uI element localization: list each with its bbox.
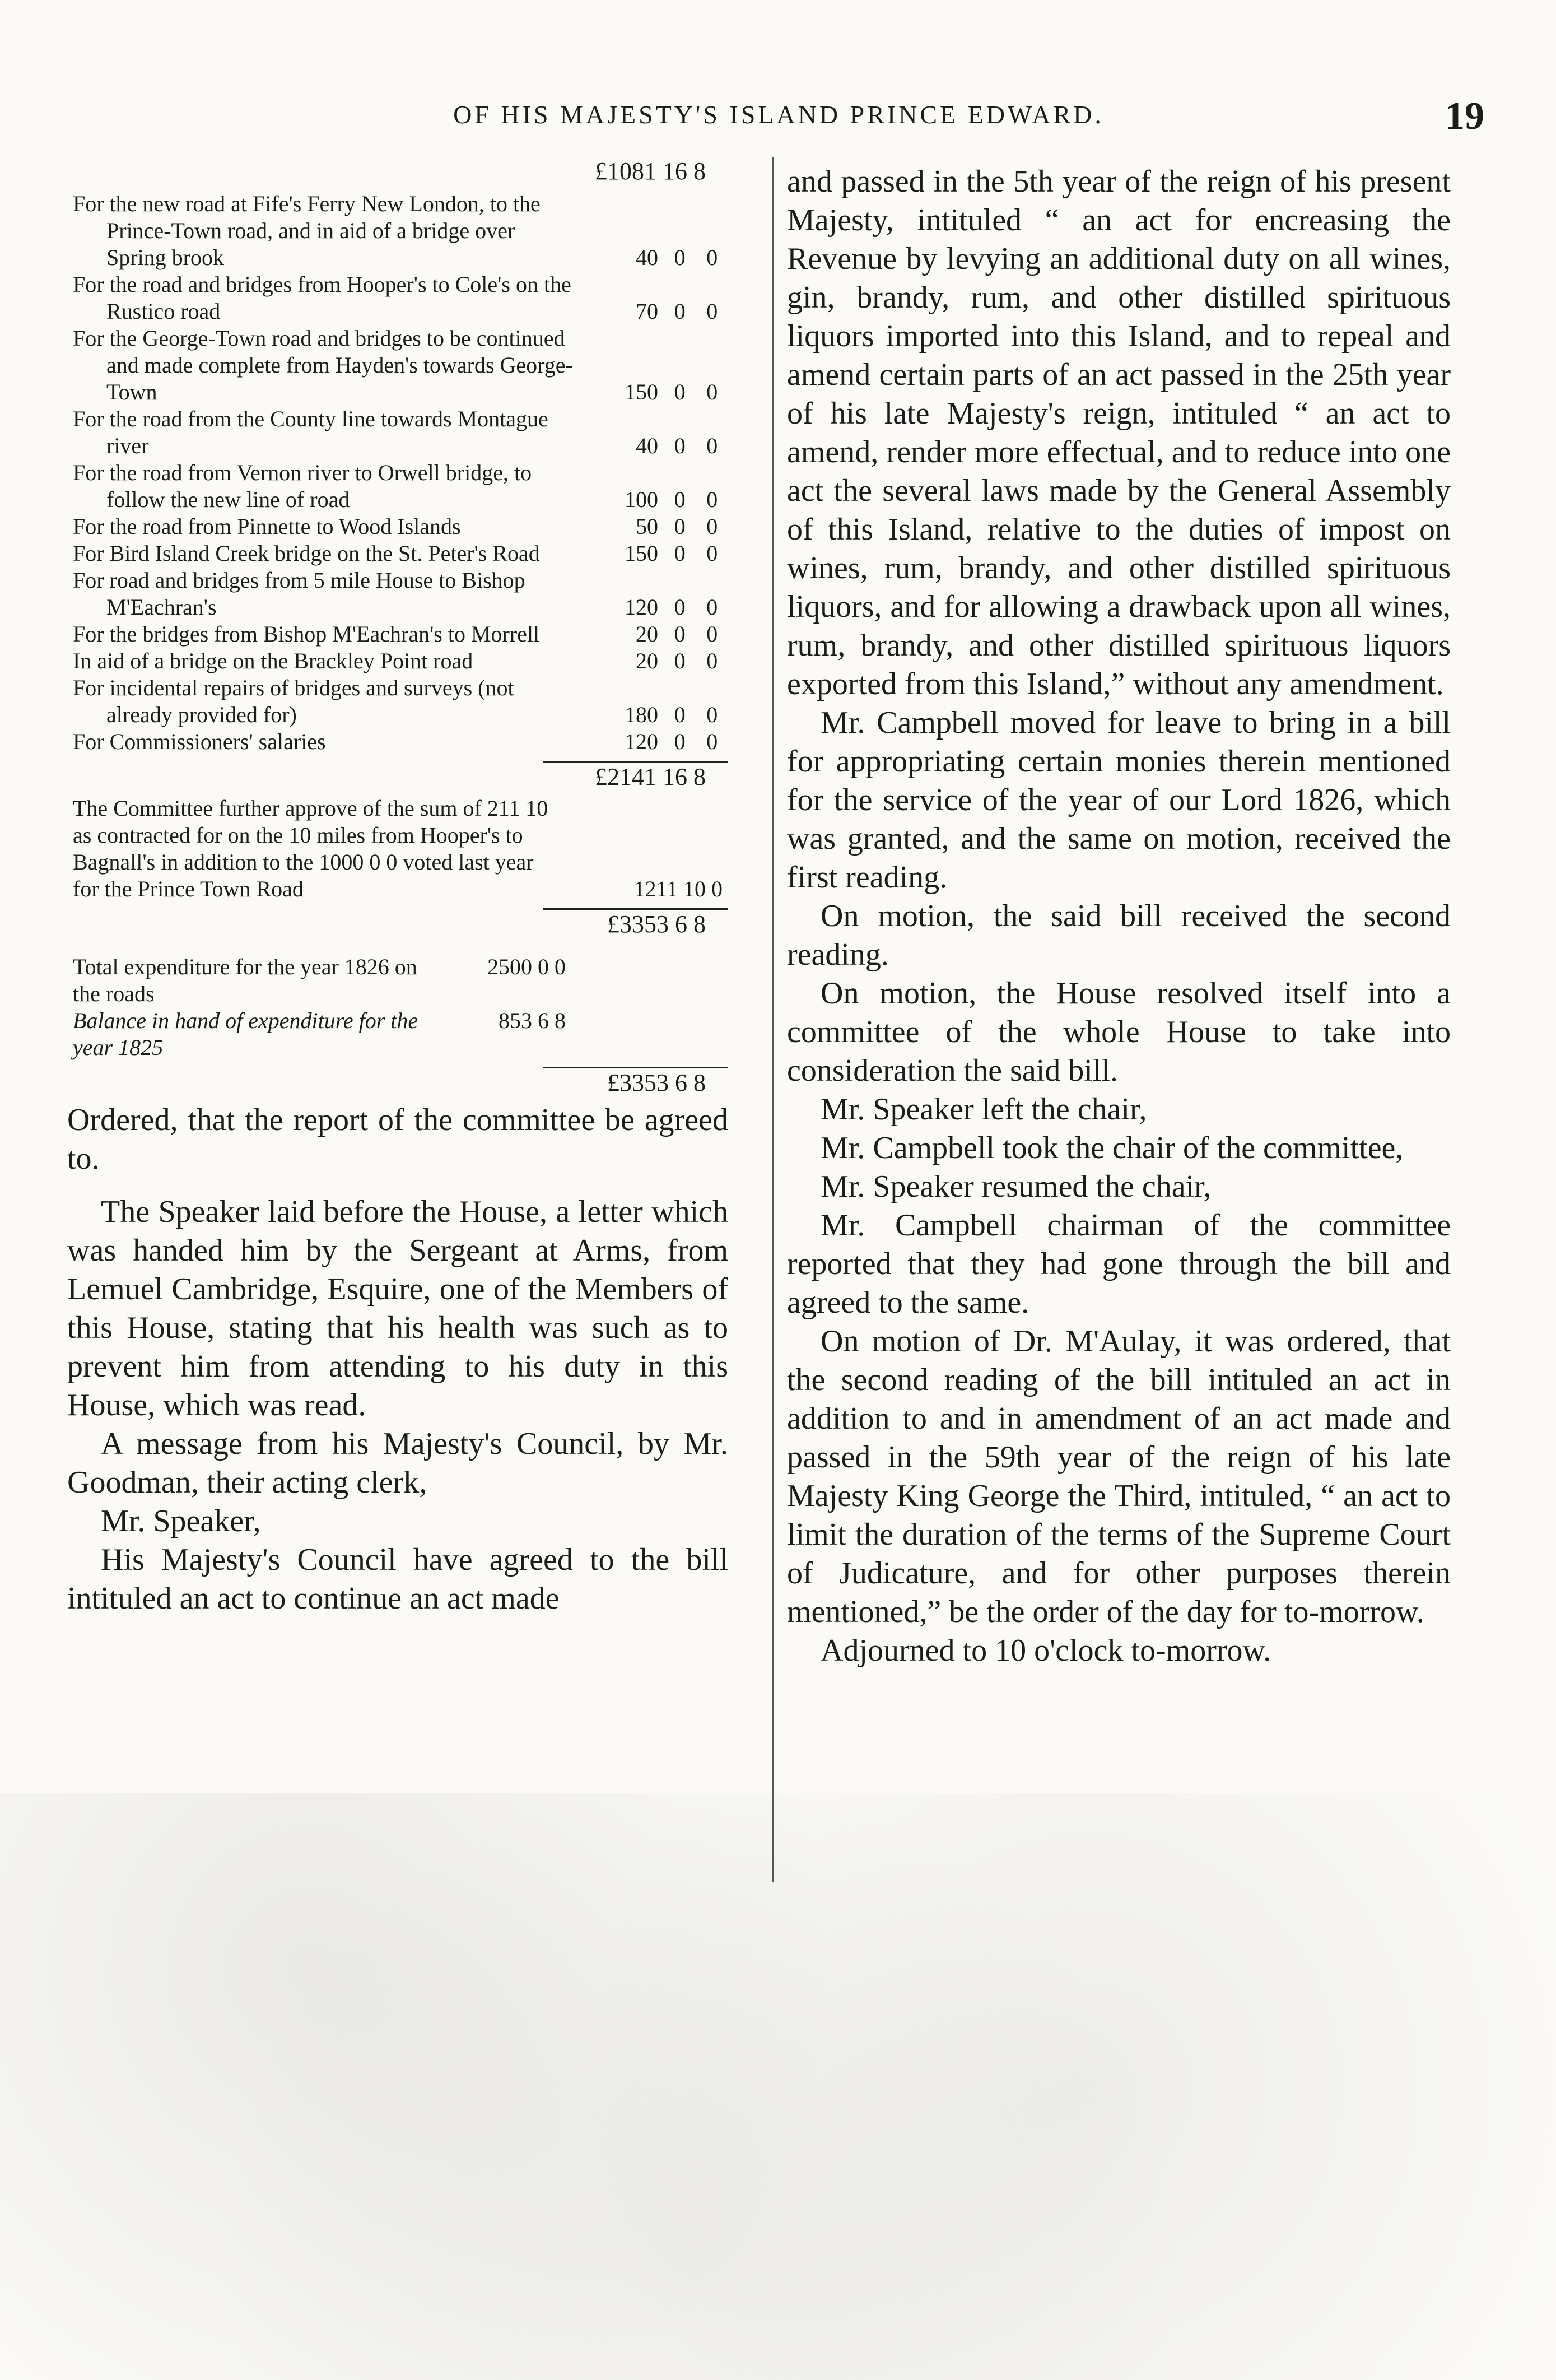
scan-noise [0, 1793, 1556, 2380]
approval-amount: 1211 10 0 [633, 876, 723, 901]
ledger-row [67, 513, 728, 540]
ledger-item-shillings: 0 [674, 245, 686, 270]
right-paragraph: Mr. Campbell took the chair of the committee, [821, 1131, 1404, 1165]
ledger-item-shillings: 0 [674, 648, 686, 673]
ledger-item-description: For road and bridges from 5 mile House to Bishop M'Eachran's [73, 568, 525, 620]
right-paragraph: Mr. Speaker left the chair, [821, 1092, 1147, 1127]
ledger-item-pounds: 150 [625, 379, 659, 405]
ledger-item-pounds: 20 [636, 621, 659, 647]
ledger-item-pounds: 70 [636, 299, 659, 324]
ledger-item-pence: 0 [706, 702, 718, 727]
ledger-item-pounds: 120 [625, 594, 659, 620]
ledger-item-pence: 0 [706, 648, 718, 673]
ledger-item-pounds: 180 [625, 702, 659, 727]
column-divider [772, 157, 774, 1882]
ledger-item-shillings: 0 [674, 433, 686, 458]
ledger-row [67, 567, 728, 621]
left-paragraph: Mr. Speaker, [101, 1504, 261, 1538]
ledger-item-description: For the new road at Fife's Ferry New London, to the Prince-Town road, and in aid of a bridge over Spring brook [73, 191, 541, 270]
road-appropriations-table [67, 190, 728, 755]
ledger-row [67, 675, 728, 728]
right-paragraph: On motion, the House resolved itself into a committee of the whole House to take into consideration the said bill. [787, 976, 1451, 1088]
subtotal: £2141 16 8 [595, 763, 706, 791]
ledger-item-pence: 0 [706, 245, 718, 270]
ledger-row [67, 459, 728, 513]
ledger-row [67, 190, 728, 271]
right-paragraph: On motion, the said bill received the second reading. [787, 899, 1451, 972]
approval-text: The Committee further approve of the sum of 211 10 as contracted for on the 10 miles from Hooper's to Bagnall's in addition to the 1000 0 0 voted last year for the Prince Town Road [73, 796, 548, 901]
right-paragraph: On motion of Dr. M'Aulay, it was ordered, that the second reading of the bill intituled an act in addition to and in amendment of an act made and passed in the 59th year of the reign of his late Majesty King George the Third, intituled, “ an act to limit the duration of the terms of the Supreme Court of Judicature, and for other purposes therein mentioned,” be the order of the day for to-morrow. [787, 1324, 1451, 1629]
ledger-item-shillings: 0 [674, 729, 686, 754]
carried-forward: £1081 16 8 [595, 157, 706, 185]
totals-block [67, 954, 728, 1061]
right-paragraph: Adjourned to 10 o'clock to-morrow. [821, 1633, 1271, 1668]
total-expenditure-label: Total expenditure for the year 1826 on the roads [73, 954, 417, 1006]
ledger-row [67, 648, 728, 675]
ledger-row [67, 540, 728, 567]
ledger-item-description: For the road from Pinnette to Wood Islands [73, 514, 461, 539]
right-paragraph: Mr. Campbell chairman of the committee reported that they had gone through the bill and agreed to the same. [787, 1208, 1451, 1320]
ledger-item-description: In aid of a bridge on the Brackley Point road [73, 648, 473, 673]
committee-approval [67, 795, 728, 903]
right-paragraph: and passed in the 5th year of the reign of his present Majesty, intituled “ an act for encreasing the Revenue by levying an additional duty on all wines, gin, brandy, rum, and other distilled spirituous liquors imported into this Island, and to repeal and amend certain parts of an act passed in the 25th year of his late Majesty's reign, intituled “ an act to amend, render more effectual, and to reduce into one act the several laws made by the General Assembly of this Island, relative to the duties of impost on wines, rum, brandy, and other distilled spirituous liquors, and for allowing a drawback upon all wines, rum, brandy, and other distilled spirituous liquors exported from this Island,” without any amendment. [787, 164, 1451, 701]
page-number: 19 [1445, 95, 1484, 138]
ledger-item-pounds: 40 [636, 245, 659, 270]
ledger-item-pence: 0 [706, 729, 718, 754]
page-header [73, 94, 1484, 145]
left-paragraph: Ordered, that the report of the committee be agreed to. [67, 1103, 728, 1176]
balance-amount: 853 6 8 [499, 1008, 566, 1033]
ledger-item-pence: 0 [706, 621, 718, 647]
ledger-item-description: For the George-Town road and bridges to be continued and made complete from Hayden's towards George-Town [73, 326, 573, 405]
balance-label: Balance in hand of expenditure for the year 1825 [73, 1008, 418, 1060]
ledger-item-description: For the road from Vernon river to Orwell bridge, to follow the new line of road [73, 460, 532, 512]
ledger-item-shillings: 0 [674, 621, 686, 647]
ledger-row [67, 325, 728, 406]
ledger-item-shillings: 0 [674, 299, 686, 324]
left-paragraph: His Majesty's Council have agreed to the bill intituled an act to continue an act made [67, 1542, 728, 1616]
ledger-item-pounds: 100 [625, 487, 659, 512]
left-column [67, 157, 728, 1618]
ledger-row [67, 728, 728, 755]
ledger-item-shillings: 0 [674, 487, 686, 512]
running-title: OF HIS MAJESTY'S ISLAND PRINCE EDWARD. [453, 100, 1104, 129]
ledger-row [67, 271, 728, 325]
ledger-item-pounds: 120 [625, 729, 659, 754]
ledger-item-pence: 0 [706, 487, 718, 512]
ledger-item-shillings: 0 [674, 541, 686, 566]
total-2: £3353 6 8 [607, 1069, 706, 1096]
right-paragraph: Mr. Speaker resumed the chair, [821, 1169, 1212, 1204]
ledger-item-description: For Commissioners' salaries [73, 729, 326, 754]
right-column [787, 162, 1451, 1670]
ledger-item-pence: 0 [706, 299, 718, 324]
right-paragraph: Mr. Campbell moved for leave to bring in a bill for appropriating certain monies therein mentioned for the service of the year of our Lord 1826, which was granted, and the same on motion, received the first reading. [787, 705, 1451, 895]
ledger-item-shillings: 0 [674, 379, 686, 405]
ledger-item-pounds: 40 [636, 433, 659, 458]
ledger-item-description: For the bridges from Bishop M'Eachran's to Morrell [73, 621, 540, 647]
ledger-item-shillings: 0 [674, 514, 686, 539]
ledger-item-pounds: 20 [636, 648, 659, 673]
total-expenditure-amount: 2500 0 0 [487, 954, 566, 979]
ledger-item-pence: 0 [706, 514, 718, 539]
ledger-item-description: For Bird Island Creek bridge on the St. Peter's Road [73, 541, 540, 566]
ledger-item-pounds: 50 [636, 514, 659, 539]
left-paragraph: The Speaker laid before the House, a letter which was handed him by the Sergeant at Arms, from Lemuel Cambridge, Esquire, one of the Members of this House, stating that his health was such as to prevent him from attending to his duty in this House, which was read. [67, 1194, 728, 1423]
left-paragraph: A message from his Majesty's Council, by Mr. Goodman, their acting clerk, [67, 1426, 728, 1500]
ledger-row [67, 621, 728, 648]
ledger-item-pence: 0 [706, 433, 718, 458]
ledger-item-pounds: 150 [625, 541, 659, 566]
ledger-item-pence: 0 [706, 379, 718, 405]
ledger-row [67, 406, 728, 459]
ledger-item-shillings: 0 [674, 702, 686, 727]
total-1: £3353 6 8 [607, 910, 706, 938]
ledger-item-description: For the road from the County line towards Montague river [73, 406, 548, 458]
ledger-item-shillings: 0 [674, 594, 686, 620]
ledger-item-pence: 0 [706, 541, 718, 566]
ledger-item-pence: 0 [706, 594, 718, 620]
ledger-item-description: For the road and bridges from Hooper's to Cole's on the Rustico road [73, 272, 571, 324]
ledger-item-description: For incidental repairs of bridges and surveys (not already provided for) [73, 675, 514, 727]
